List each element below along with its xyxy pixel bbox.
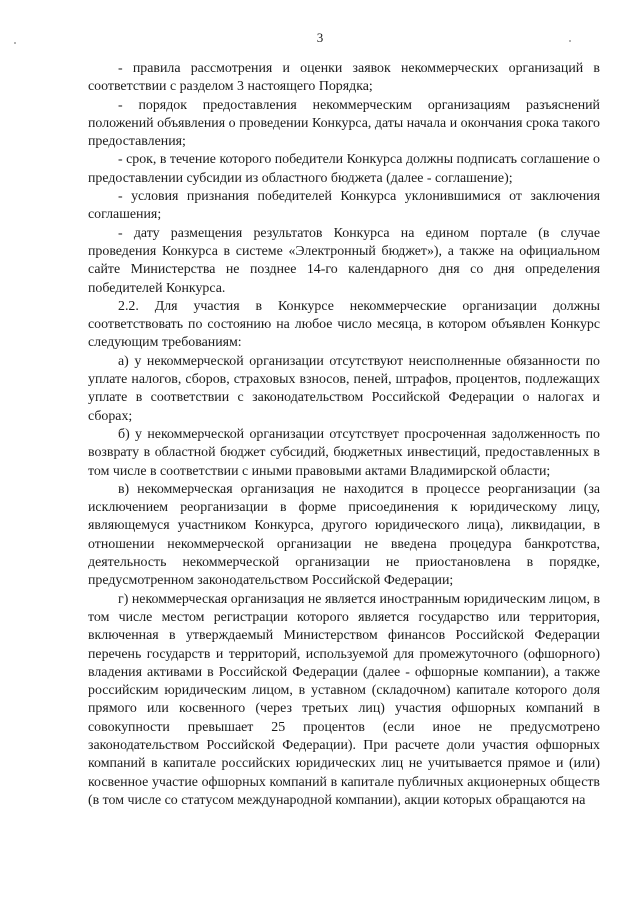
paragraph-evaluation-rules: - правила рассмотрения и оценки заявок некоммерческих организаций в соответствии с разделом 3 настоящего Порядка; bbox=[88, 61, 600, 95]
paragraph-requirement-b: б) у некоммерческой организации отсутствует просроченная задолженность по возврату в областной бюджет субсидий, бюджетных инвестиций, предоставленных в том числе в соответствии с иными правовыми актами Владимирской области; bbox=[88, 426, 600, 479]
document-body bbox=[88, 60, 600, 810]
paragraph-section-2-2: 2.2. Для участия в Конкурсе некоммерческие организации должны соответствовать по состоянию на любое число месяца, в котором объявлен Конкурс следующим требованиям: bbox=[88, 298, 600, 351]
paragraph-requirement-g: г) некоммерческая организация не является иностранным юридическим лицом, в том числе местом регистрации которого является государство или территория, включенная в утверждаемый Министерством финансов Российской Федерации перечень государств и территорий, используемой для промежуточного (офшорного) владения активами в Российской Федерации (далее - офшорные компании), а также российским юридическим лицом, в уставном (складочном) капитале которого доля прямого или косвенного (через третьих лиц) участия офшорных компаний в совокупности превышает 25 процентов (если иное не предусмотрено законодательством Российской Федерации). При расчете доли участия офшорных компаний в капитале российских юридических лиц не учитывается прямое и (или) косвенное участие офшорных компаний в капитале публичных акционерных обществ (в том числе со статусом международной компании), акции которых обращаются на bbox=[88, 591, 600, 808]
paragraph-requirement-a: а) у некоммерческой организации отсутствуют неисполненные обязанности по уплате налогов, сборов, страховых взносов, пеней, штрафов, процентов, подлежащих уплате в соответствии с законодательством Российской Федерации о налогах и сборах; bbox=[88, 353, 600, 424]
scan-speck bbox=[569, 40, 571, 42]
paragraph-results-publication: - дату размещения результатов Конкурса на едином портале (в случае проведения Конкурса в системе «Электронный бюджет»), а также на официальном сайте Министерства не позднее 14-го календарного дня со дня определения победителей Конкурса. bbox=[88, 225, 600, 296]
scan-speck bbox=[14, 42, 16, 44]
paragraph-evasion-conditions: - условия признания победителей Конкурса уклонившимися от заключения соглашения; bbox=[88, 189, 600, 223]
paragraph-requirement-v: в) некоммерческая организация не находится в процессе реорганизации (за исключением реорганизации в форме присоединения к юридическому лицу, являющемуся участником Конкурса, другого юридического лица), ликвидации, в отношении некоммерческой организации не введена процедура банкротства, деятельность некоммерческой организации не приостановлена в порядке, предусмотренном законодательством Российской Федерации; bbox=[88, 481, 600, 589]
paragraph-clarification-procedure: - порядок предоставления некоммерческим организациям разъяснений положений объявления о проведении Конкурса, даты начала и окончания срока такого предоставления; bbox=[88, 97, 600, 150]
page-number: 3 bbox=[316, 30, 324, 45]
paragraph-signing-deadline: - срок, в течение которого победители Конкурса должны подписать соглашение о предоставлении субсидии из областного бюджета (далее - соглашение); bbox=[88, 152, 600, 186]
